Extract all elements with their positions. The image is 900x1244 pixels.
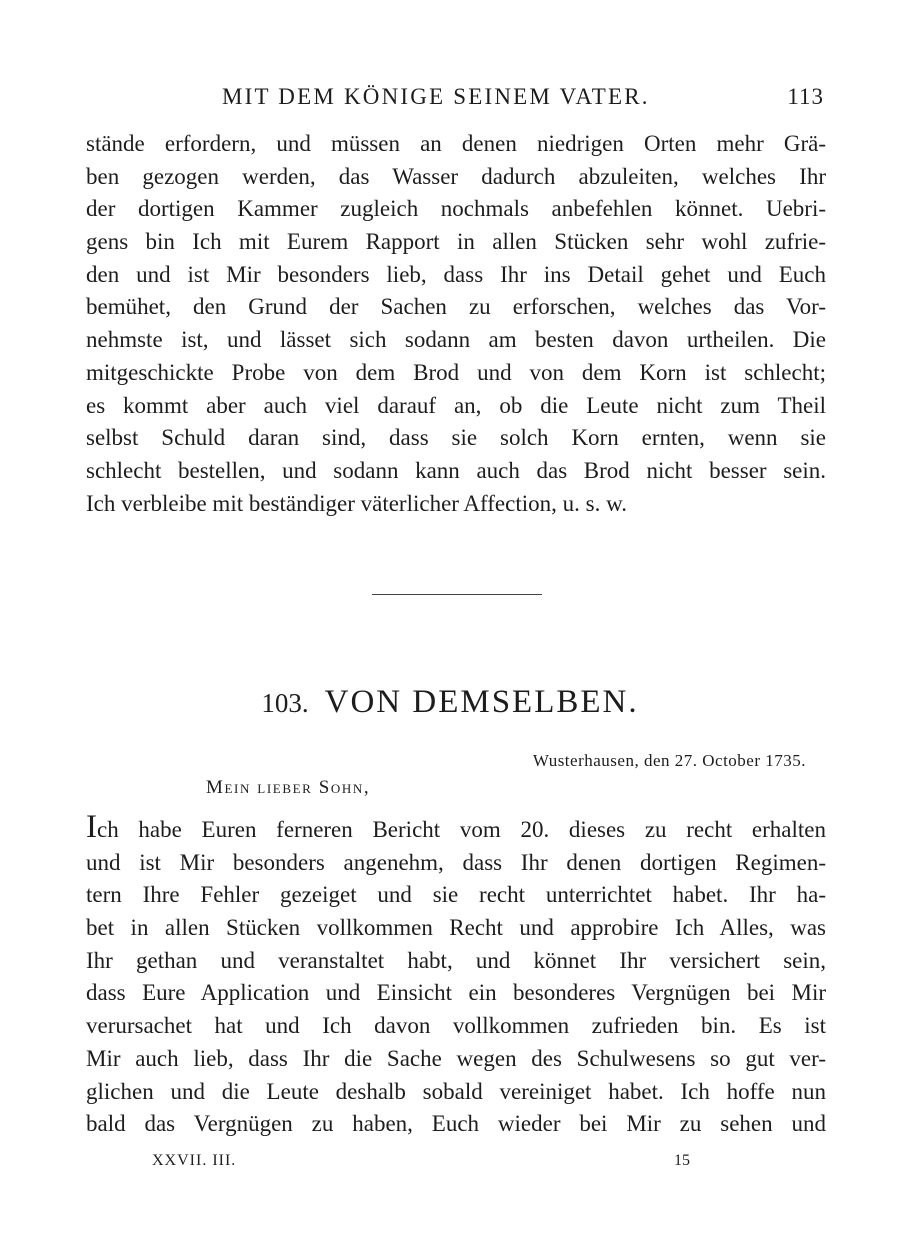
first-line-text: ch habe Euren ferneren Bericht vom 20. dieses zu recht erhalten: [97, 817, 826, 842]
text-line: bald das Vergnügen zu haben, Euch wieder bei Mir zu sehen und: [86, 1111, 826, 1137]
letter-heading: [0, 684, 900, 721]
text-line: es kommt aber auch viel darauf an, ob die Leute nicht zum Theil: [86, 392, 826, 418]
letter-body: [86, 809, 826, 1141]
text-line: schlecht bestellen, und sodann kann auch das Brod nicht besser sein.: [86, 457, 826, 483]
text-line: dass Eure Application und Einsicht ein besonderes Vergnügen bei Mir: [86, 980, 826, 1006]
text-line: der dortigen Kammer zugleich nochmals anbefehlen könnet. Uebri-: [86, 196, 826, 222]
signature-mark: XXVII. III.: [152, 1152, 237, 1169]
text-line: und ist Mir besonders angenehm, dass Ihr denen dortigen Regimen-: [86, 849, 826, 875]
running-title: MIT DEM KÖNIGE SEINEM VATER.: [222, 84, 650, 109]
text-line: bemühet, den Grund der Sachen zu erforschen, welches das Vor-: [86, 294, 826, 320]
text-line: den und ist Mir besonders lieb, dass Ihr ins Detail gehet und Euch: [86, 261, 826, 287]
letter-number: 103.: [261, 688, 309, 718]
salutation: Mein lieber Sohn,: [206, 777, 371, 798]
text-line: Ihr gethan und veranstaltet habt, und könnet Ihr versichert sein,: [86, 947, 826, 973]
text-line: glichen und die Leute deshalb sobald vereiniget habet. Ich hoffe nun: [86, 1078, 826, 1104]
page-footer: [0, 1152, 900, 1174]
first-text-line: [86, 809, 826, 847]
text-line: selbst Schuld daran sind, dass sie solch Korn ernten, wenn sie: [86, 425, 826, 451]
text-line: ben gezogen werden, das Wasser dadurch abzuleiten, welches Ihr: [86, 163, 826, 189]
letter-end-text: [86, 128, 826, 520]
page-number: 113: [787, 84, 824, 109]
text-line: tern Ihre Fehler gezeiget und sie recht unterrichtet habet. Ihr ha-: [86, 882, 826, 908]
running-head: [0, 84, 900, 114]
drop-cap: I: [86, 809, 97, 845]
text-line: nehmste ist, und lässet sich sodann am besten davon urtheilen. Die: [86, 327, 826, 353]
text-line: Ich verbleibe mit beständiger väterlicher Affection, u. s. w.: [86, 490, 627, 516]
text-line: gens bin Ich mit Eurem Rapport in allen Stücken sehr wohl zufrie-: [86, 229, 826, 255]
text-line: Mir auch lieb, dass Ihr die Sache wegen des Schulwesens so gut ver-: [86, 1045, 826, 1071]
signature-number: 15: [674, 1152, 690, 1169]
dateline: Wusterhausen, den 27. October 1735.: [532, 751, 806, 770]
text-line: mitgeschickte Probe von dem Brod und von dem Korn ist schlecht;: [86, 359, 826, 385]
letter-title: VON DEMSELBEN.: [324, 684, 639, 720]
section-divider: [372, 594, 542, 595]
text-line: bet in allen Stücken vollkommen Recht und approbire Ich Alles, was: [86, 915, 826, 941]
text-line: stände erfordern, und müssen an denen niedrigen Orten mehr Grä-: [86, 131, 826, 156]
text-line: verursachet hat und Ich davon vollkommen zufrieden bin. Es ist: [86, 1013, 826, 1039]
